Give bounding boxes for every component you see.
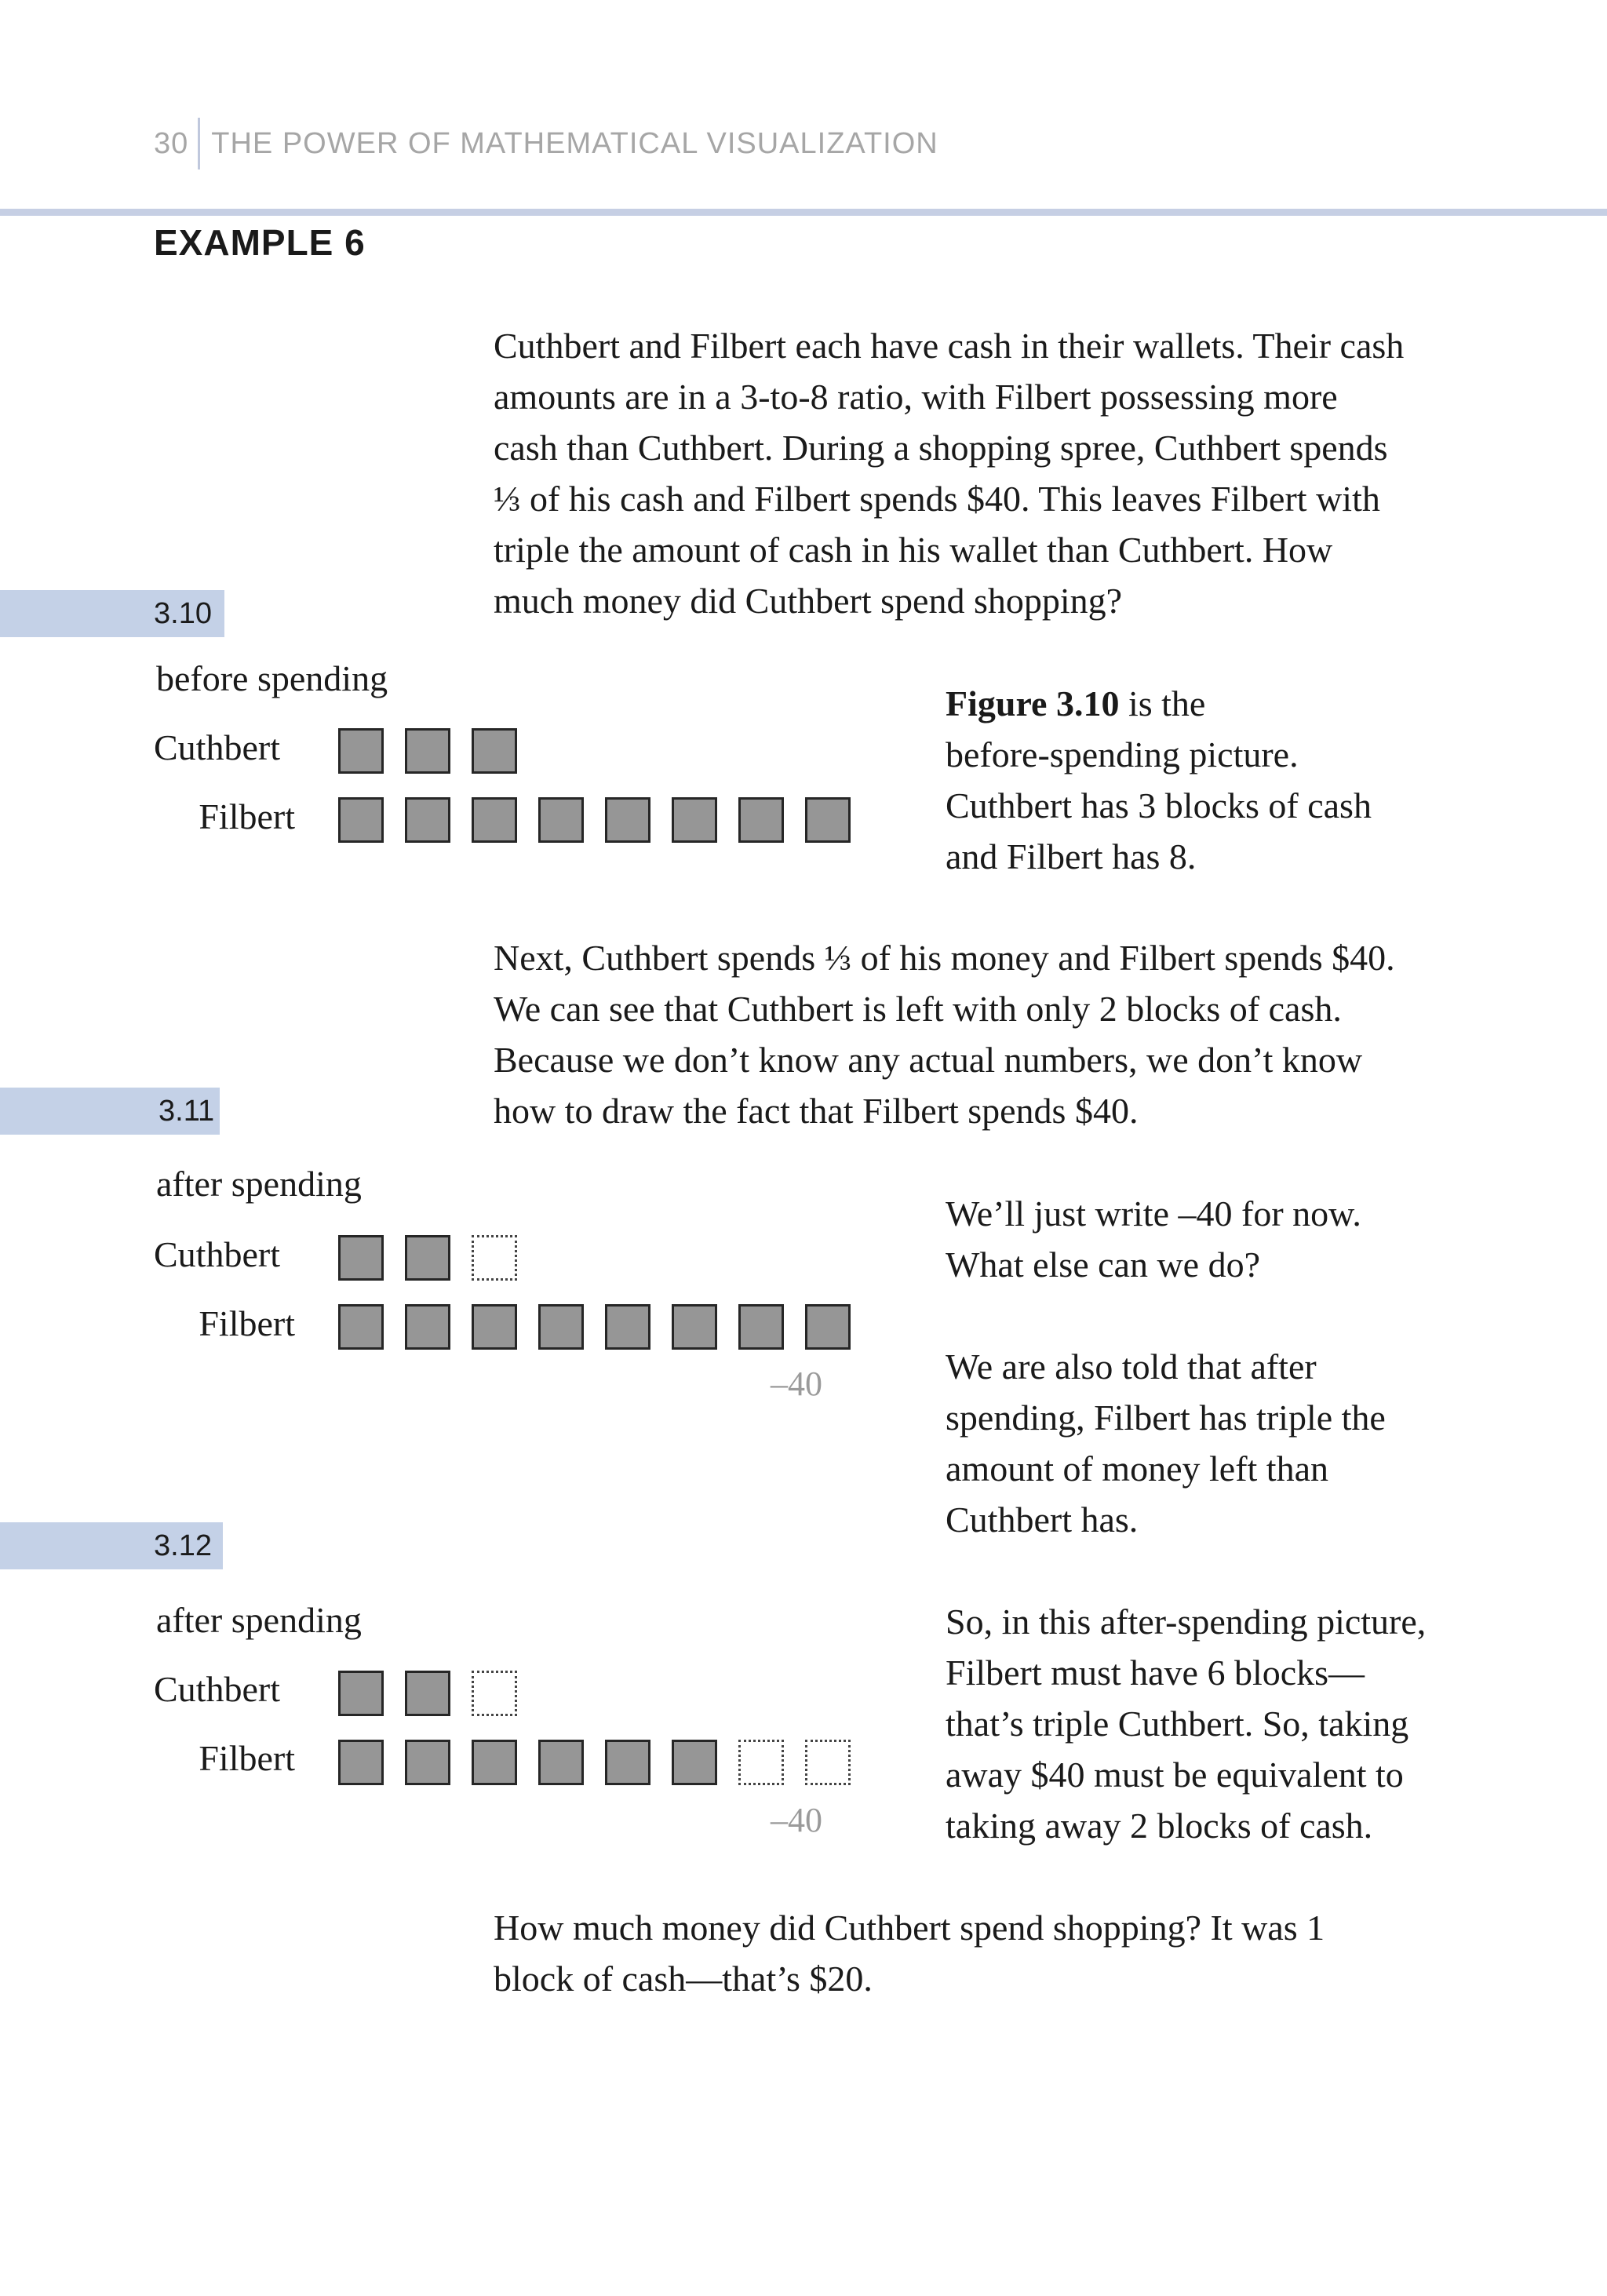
cash-block <box>472 728 517 774</box>
block-row-filbert <box>338 1304 851 1350</box>
text-line: Cuthbert has. <box>946 1500 1139 1540</box>
header-divider <box>198 118 200 169</box>
block-row-filbert <box>338 797 851 843</box>
cash-block <box>472 797 517 843</box>
cash-block <box>338 797 384 843</box>
text-line: away $40 must be equivalent to <box>946 1755 1404 1795</box>
text-line: that’s triple Cuthbert. So, taking <box>946 1704 1409 1744</box>
text-line: We are also told that after <box>946 1347 1317 1387</box>
cash-block <box>338 1740 384 1785</box>
cash-block <box>805 797 851 843</box>
cash-block <box>405 1304 450 1350</box>
side-text-triple <box>946 1341 1386 1545</box>
cash-block <box>538 797 584 843</box>
cash-block <box>605 1740 650 1785</box>
figure-label-3-10: 3.10 <box>0 590 224 637</box>
row-label-filbert: Filbert <box>199 1738 295 1778</box>
cash-block <box>472 1740 517 1785</box>
figure-3-10-description: Figure 3.10 is the before-spending picture. Cuthbert has 3 blocks of cash and Filbert has 8. <box>946 678 1372 882</box>
header-rule <box>0 209 1607 216</box>
figure-label-3-11: 3.11 <box>0 1088 220 1135</box>
cash-block <box>738 797 784 843</box>
text-line: and Filbert has 8. <box>946 836 1197 876</box>
block-row-filbert <box>338 1740 851 1785</box>
text-line: block of cash—that’s $20. <box>494 1959 873 1999</box>
cash-block <box>405 1740 450 1785</box>
text-line: amount of money left than <box>946 1449 1328 1489</box>
cash-block <box>472 1304 517 1350</box>
spent-block-outline <box>472 1671 517 1716</box>
row-label-cuthbert: Cuthbert <box>154 1669 280 1709</box>
running-header <box>154 124 938 163</box>
running-title: THE POWER OF MATHEMATICAL VISUALIZATION <box>211 126 938 160</box>
spent-block-outline <box>472 1235 517 1281</box>
cash-block <box>672 1304 717 1350</box>
minus-40-note: –40 <box>771 1801 822 1839</box>
text-line: Because we don’t know any actual numbers, we don’t know <box>494 1040 1363 1080</box>
text-line: Filbert must have 6 blocks— <box>946 1653 1365 1693</box>
text-line: how to draw the fact that Filbert spends $40. <box>494 1091 1139 1131</box>
middle-paragraph <box>494 932 1395 1136</box>
text-line: So, in this after-spending picture, <box>946 1602 1427 1642</box>
text-line: Cuthbert has 3 blocks of cash <box>946 785 1372 825</box>
cash-block <box>338 1304 384 1350</box>
text-line: How much money did Cuthbert spend shopping? It was 1 <box>494 1908 1325 1948</box>
row-label-filbert: Filbert <box>199 1303 295 1343</box>
text-line: What else can we do? <box>946 1245 1261 1285</box>
cash-block <box>738 1304 784 1350</box>
cash-block <box>405 797 450 843</box>
text-line: ⅓ of his cash and Filbert spends $40. This leaves Filbert with <box>494 479 1380 519</box>
text-line: taking away 2 blocks of cash. <box>946 1806 1373 1846</box>
cash-block <box>338 1235 384 1281</box>
cash-block <box>338 1671 384 1716</box>
text-line: triple the amount of cash in his wallet than Cuthbert. How <box>494 530 1333 570</box>
cash-block <box>405 728 450 774</box>
cash-block <box>605 797 650 843</box>
text-line: spending, Filbert has triple the <box>946 1398 1386 1438</box>
page-number: 30 <box>154 126 189 160</box>
side-text-after-spending <box>946 1596 1426 1851</box>
cash-block <box>605 1304 650 1350</box>
cash-block <box>672 797 717 843</box>
final-paragraph <box>494 1902 1325 2004</box>
figure-label-3-12: 3.12 <box>0 1522 223 1569</box>
example-title: EXAMPLE 6 <box>154 222 366 263</box>
text-line: amounts are in a 3-to-8 ratio, with Filbert possessing more <box>494 377 1338 417</box>
row-label-cuthbert: Cuthbert <box>154 727 280 767</box>
row-label-cuthbert: Cuthbert <box>154 1234 280 1274</box>
cash-block <box>405 1235 450 1281</box>
cash-block <box>338 728 384 774</box>
cash-block <box>538 1304 584 1350</box>
text-line: We can see that Cuthbert is left with only 2 blocks of cash. <box>494 989 1342 1029</box>
block-row-cuthbert <box>338 1671 517 1716</box>
spent-block-outline <box>738 1740 784 1785</box>
text-line: before-spending picture. <box>946 734 1299 774</box>
figure-reference: Figure 3.10 <box>946 683 1120 723</box>
cash-block <box>538 1740 584 1785</box>
block-row-cuthbert <box>338 1235 517 1281</box>
text-line: Cuthbert and Filbert each have cash in their wallets. Their cash <box>494 326 1405 366</box>
diagram-title: after spending <box>156 1600 362 1640</box>
diagram-title: after spending <box>156 1164 362 1204</box>
cash-block <box>405 1671 450 1716</box>
block-row-cuthbert <box>338 728 517 774</box>
diagram-title: before spending <box>156 658 388 698</box>
text-line: Next, Cuthbert spends ⅓ of his money and Filbert spends $40. <box>494 938 1395 978</box>
row-label-filbert: Filbert <box>199 796 295 836</box>
spent-block-outline <box>805 1740 851 1785</box>
text-line: much money did Cuthbert spend shopping? <box>494 581 1123 621</box>
intro-paragraph <box>494 320 1404 626</box>
minus-40-note: –40 <box>771 1365 822 1403</box>
cash-block <box>805 1304 851 1350</box>
text-line: We’ll just write –40 for now. <box>946 1194 1361 1234</box>
side-text-write-minus-40 <box>946 1188 1361 1290</box>
cash-block <box>672 1740 717 1785</box>
text-line: cash than Cuthbert. During a shopping spree, Cuthbert spends <box>494 428 1388 468</box>
